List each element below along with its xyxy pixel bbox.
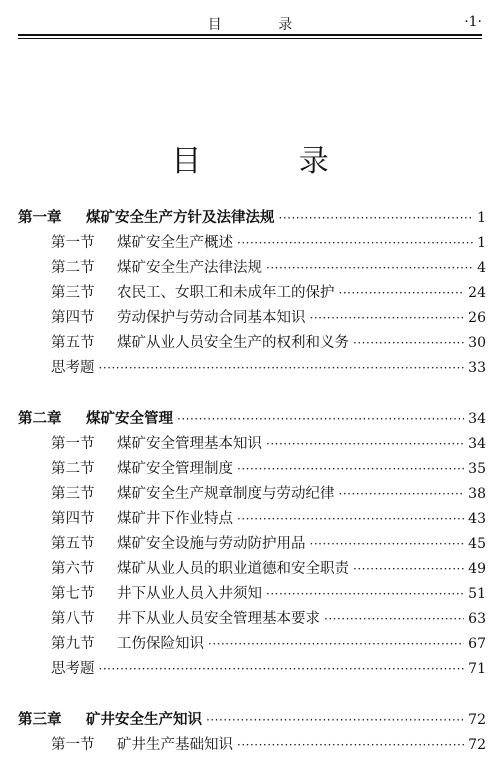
header-rule [18, 34, 482, 36]
chapter-page: 1 [477, 210, 486, 226]
review-questions-title: 思考题 [51, 360, 95, 376]
running-title: 目 录 [207, 17, 319, 33]
section-label: 第四节 [51, 310, 95, 326]
toc-section-row[interactable] [18, 582, 486, 607]
chapter-title: 煤矿安全管理 [86, 411, 173, 427]
section-title: 煤矿安全生产规章制度与劳动纪律 [117, 486, 335, 502]
dot-leader [310, 306, 465, 331]
running-header [18, 10, 482, 32]
section-title: 煤矿从业人员安全生产的权利和义务 [117, 335, 349, 351]
section-page: 1 [477, 235, 486, 251]
dot-leader [237, 507, 464, 532]
section-label: 第一节 [51, 235, 95, 251]
toc-section-row[interactable] [18, 733, 486, 758]
section-label: 第三节 [51, 486, 95, 502]
dot-leader [99, 356, 465, 381]
chapter-label: 第二章 [18, 411, 62, 427]
dot-leader [237, 457, 464, 482]
chapter-page: 72 [468, 712, 486, 728]
section-title: 农民工、女职工和未成年工的保护 [117, 285, 335, 301]
dot-leader [339, 281, 465, 306]
page-number: ·1· [464, 14, 482, 30]
section-title: 工伤保险知识 [117, 636, 204, 652]
toc-section-row[interactable] [18, 432, 486, 457]
section-page: 45 [468, 536, 486, 552]
dot-leader [353, 557, 464, 582]
section-page: 71 [468, 661, 486, 677]
toc-section-row[interactable] [18, 231, 486, 256]
section-page: 72 [468, 737, 486, 753]
toc-section-row[interactable] [18, 306, 486, 331]
section-page: 63 [468, 611, 486, 627]
section-label: 第五节 [51, 335, 95, 351]
chapter-label: 第三章 [18, 712, 62, 728]
toc-section-row[interactable] [18, 482, 486, 507]
section-label: 第二节 [51, 260, 95, 276]
dot-leader [310, 532, 465, 557]
section-page: 51 [468, 586, 486, 602]
section-title: 劳动保护与劳动合同基本知识 [117, 310, 306, 326]
dot-leader [324, 607, 464, 632]
toc-chapter-row[interactable] [18, 407, 486, 432]
dot-leader [353, 331, 464, 356]
section-label: 第一节 [51, 737, 95, 753]
section-title: 井下从业人员安全管理基本要求 [117, 611, 320, 627]
toc-section-row[interactable] [18, 557, 486, 582]
chapter-2 [18, 407, 486, 682]
section-page: 43 [468, 511, 486, 527]
section-label: 第七节 [51, 586, 95, 602]
section-page: 34 [468, 436, 486, 452]
section-page: 38 [468, 486, 486, 502]
dot-leader [99, 657, 465, 682]
toc-review-questions-row[interactable] [18, 356, 486, 381]
dot-leader [279, 206, 474, 231]
section-label: 第八节 [51, 611, 95, 627]
dot-leader [339, 482, 465, 507]
toc-section-row[interactable] [18, 632, 486, 657]
dot-leader [237, 231, 473, 256]
section-title: 煤矿安全设施与劳动防护用品 [117, 536, 306, 552]
dot-leader [206, 708, 464, 733]
toc-section-row[interactable] [18, 256, 486, 281]
table-of-contents [18, 206, 486, 758]
section-title: 煤矿井下作业特点 [117, 511, 233, 527]
section-title: 煤矿安全管理制度 [117, 461, 233, 477]
header-rule-thin [18, 38, 482, 39]
section-title: 煤矿安全生产概述 [117, 235, 233, 251]
chapter-title: 矿井安全生产知识 [86, 712, 202, 728]
toc-section-row[interactable] [18, 507, 486, 532]
dot-leader [237, 733, 464, 758]
dot-leader [208, 632, 464, 657]
section-page: 49 [468, 561, 486, 577]
chapter-3 [18, 708, 486, 758]
dot-leader [266, 432, 464, 457]
section-title: 井下从业人员入井须知 [117, 586, 262, 602]
section-page: 26 [468, 310, 486, 326]
toc-section-row[interactable] [18, 281, 486, 306]
dot-leader [266, 256, 473, 281]
chapter-1 [18, 206, 486, 381]
toc-chapter-row[interactable] [18, 708, 486, 733]
dot-leader [177, 407, 464, 432]
toc-chapter-row[interactable] [18, 206, 486, 231]
section-label: 第二节 [51, 461, 95, 477]
section-page: 33 [468, 360, 486, 376]
section-label: 第五节 [51, 536, 95, 552]
toc-section-row[interactable] [18, 607, 486, 632]
section-label: 第三节 [51, 285, 95, 301]
section-label: 第六节 [51, 561, 95, 577]
section-page: 67 [468, 636, 486, 652]
chapter-label: 第一章 [18, 210, 62, 226]
dot-leader [266, 582, 464, 607]
toc-section-row[interactable] [18, 532, 486, 557]
section-label: 第一节 [51, 436, 95, 452]
toc-section-row[interactable] [18, 331, 486, 356]
toc-section-row[interactable] [18, 457, 486, 482]
section-page: 4 [477, 260, 486, 276]
section-title: 煤矿安全管理基本知识 [117, 436, 262, 452]
section-title: 煤矿从业人员的职业道德和安全职责 [117, 561, 349, 577]
review-questions-title: 思考题 [51, 661, 95, 677]
section-title: 煤矿安全生产法律法规 [117, 260, 262, 276]
section-label: 第九节 [51, 636, 95, 652]
section-label: 第四节 [51, 511, 95, 527]
section-page: 35 [468, 461, 486, 477]
toc-review-questions-row[interactable] [18, 657, 486, 682]
section-page: 24 [468, 285, 486, 301]
page-title: 目 录 [171, 144, 373, 179]
chapter-title: 煤矿安全生产方针及法律法规 [86, 210, 275, 226]
section-page: 30 [468, 335, 486, 351]
section-title: 矿井生产基础知识 [117, 737, 233, 753]
chapter-page: 34 [468, 411, 486, 427]
